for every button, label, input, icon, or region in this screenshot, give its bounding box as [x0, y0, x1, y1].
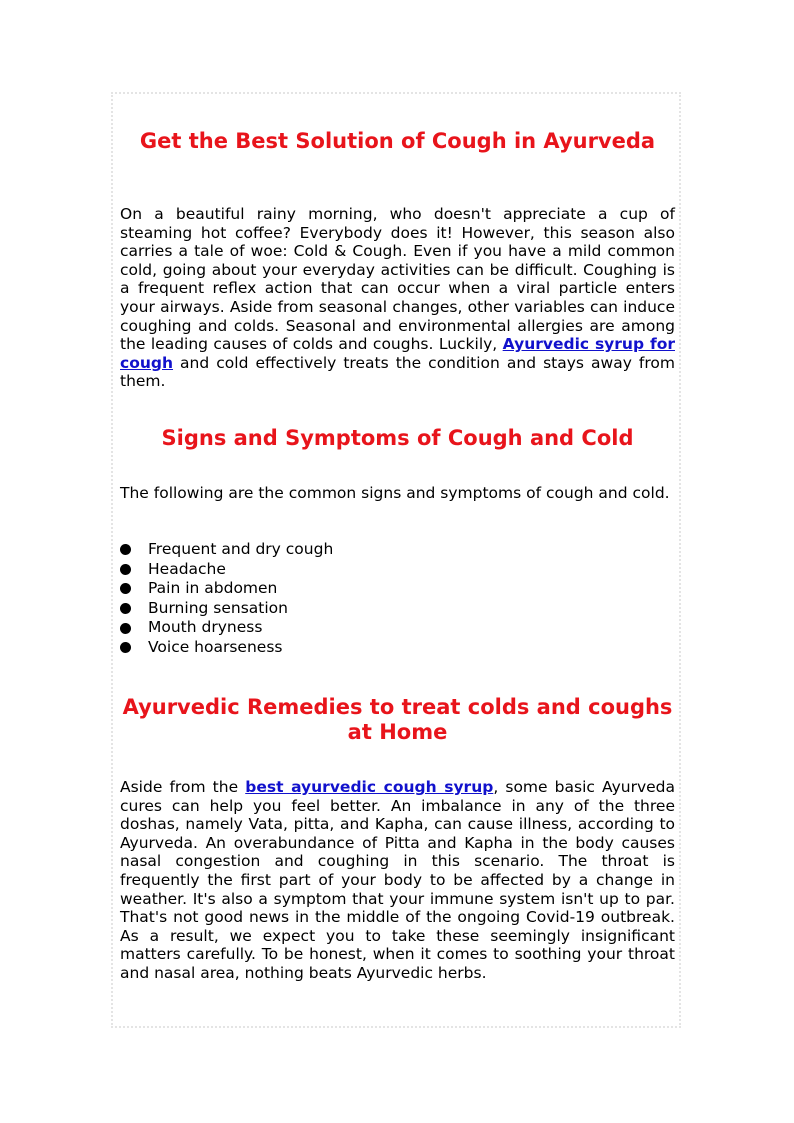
list-item-text: Headache	[148, 559, 226, 578]
list-item-text: Voice hoarseness	[148, 637, 283, 656]
page-title: Get the Best Solution of Cough in Ayurveda	[139, 129, 656, 153]
list-item-text: Frequent and dry cough	[148, 540, 334, 558]
list-item	[120, 579, 333, 599]
remedies-paragraph	[120, 778, 675, 983]
remedies-text-after: , some basic Ayurveda cures can help you feel better. An imbalance in any of the three doshas, namely Vata, pitta, and Kapha, can cause illness, according to Ayurveda. An overabundance of Pitta and Kapha in the body causes nasal congestion and coughing in this scenario. The throat is frequently the first part of your body to be affected by a change in weather. It's also a symptom that your immune system isn't up to par. That's not good news in the middle of the ongoing Covid-19 outbreak. As a result, we expect you to take these seemingly insignificant matters carefully. To be honest, when it comes to soothing your throat and nasal area, nothing beats Ayurvedic herbs.	[120, 778, 676, 982]
list-item	[120, 540, 333, 560]
remedies-heading: Ayurvedic Remedies to treat colds and coughs at Home	[122, 695, 673, 744]
bullet-icon	[120, 642, 131, 653]
list-item	[120, 618, 333, 638]
bullet-icon	[120, 603, 131, 614]
bullet-icon	[120, 623, 131, 634]
list-item	[120, 638, 333, 658]
list-item-text: Mouth dryness	[148, 618, 263, 637]
remedies-text-before: Aside from the	[120, 778, 246, 796]
list-item	[120, 599, 333, 619]
intro-paragraph	[120, 205, 675, 391]
ayurvedic-syrup-link[interactable]: Ayurvedic syrup for cough	[120, 335, 675, 372]
intro-text-after: and cold effectively treats the condition and stays away from them.	[120, 353, 675, 391]
best-cough-syrup-link[interactable]: best ayurvedic cough syrup	[245, 778, 494, 796]
list-item-text: Burning sensation	[148, 598, 288, 617]
bullet-icon	[120, 564, 131, 575]
bullet-icon	[120, 544, 131, 555]
bullet-icon	[120, 583, 131, 594]
symptoms-heading: Signs and Symptoms of Cough and Cold	[161, 426, 634, 450]
intro-text-before: On a beautiful rainy morning, who doesn't appreciate a cup of steaming hot coffee? Everybody does it! However, this season also carries a tale of woe: Cold & Cough. Even if you have a mild common cold, going about your everyday activities can be difficult. Coughing is a frequent reflex action that can occur when a viral particle enters your airways. Aside from seasonal changes, other variables can induce coughing and colds. Seasonal and environmental allergies are among the leading causes of colds and coughs. Luckily,	[120, 205, 675, 354]
symptoms-intro: The following are the common signs and symptoms of cough and cold.	[120, 484, 670, 502]
list-item	[120, 560, 333, 580]
list-item-text: Pain in abdomen	[148, 579, 278, 598]
symptoms-list	[120, 540, 333, 658]
